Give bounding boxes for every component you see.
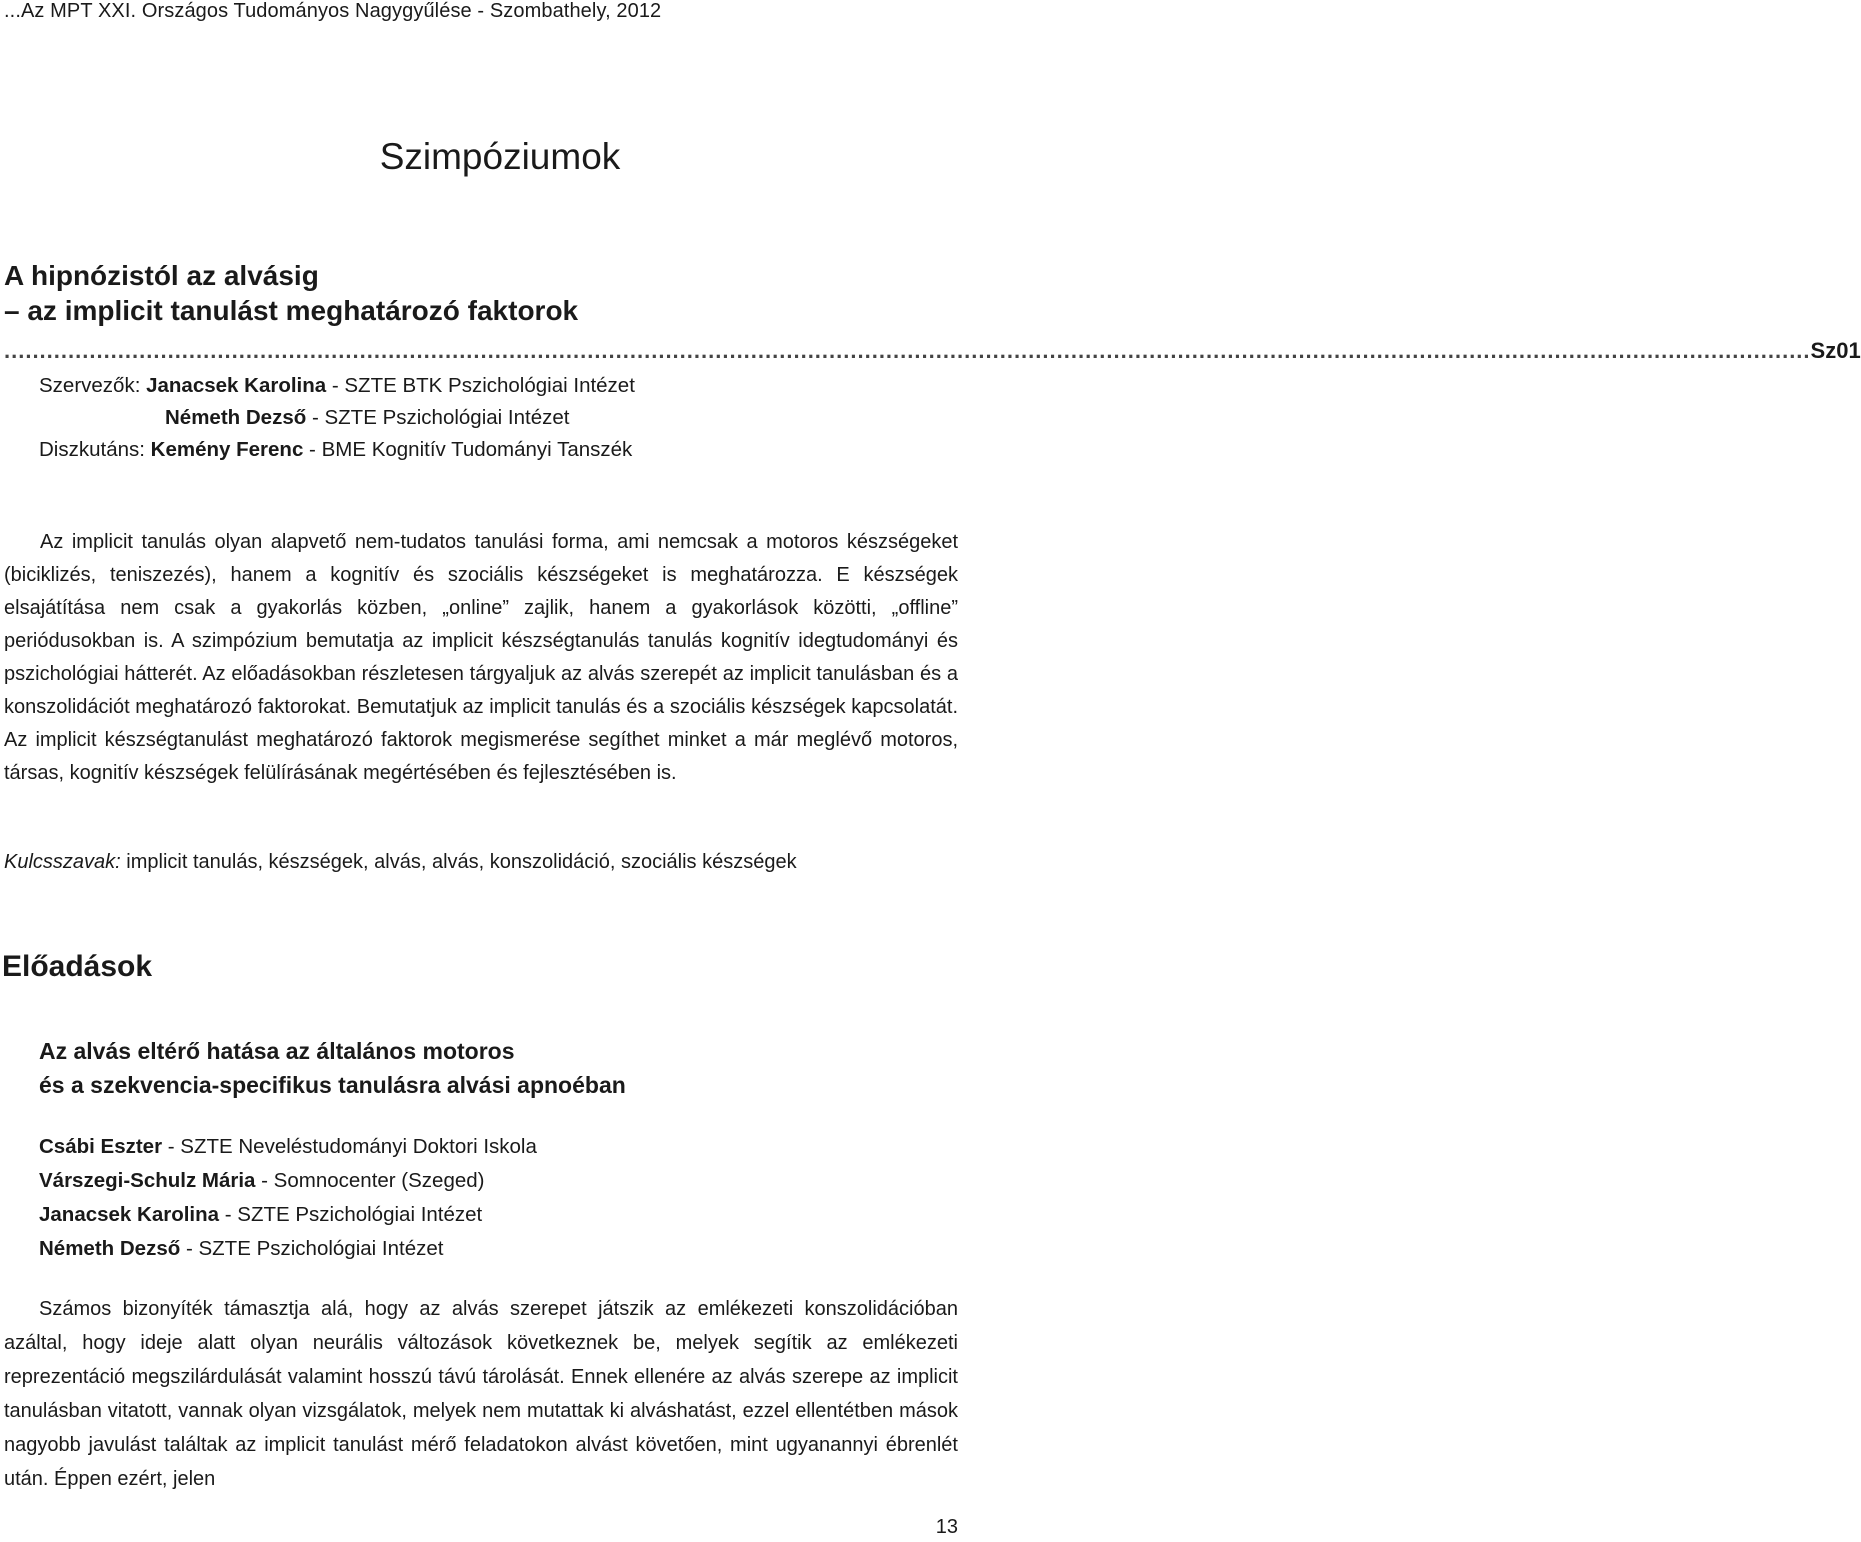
talk-title-line1: Az alvás eltérő hatása az általános motoros: [39, 1038, 515, 1064]
author-name: Janacsek Karolina: [39, 1203, 220, 1226]
author-name: Csábi Eszter: [39, 1135, 163, 1158]
running-header: ...Az MPT XXI. Országos Tudományos Nagygyűlése - Szombathely, 2012: [4, 0, 662, 22]
symposium-code: Sz01: [1810, 338, 1861, 363]
author-name: Várszegi-Schulz Mária: [39, 1169, 256, 1192]
discussant-line: [39, 434, 635, 466]
organizers-block: [39, 370, 635, 466]
organizer-name: Janacsek Karolina: [146, 374, 327, 397]
talk-abstract: [4, 1292, 958, 1496]
author-line: [39, 1232, 537, 1266]
author-line: [39, 1198, 537, 1232]
organizer-line: [39, 370, 635, 402]
author-affiliation: - SZTE Pszichológiai Intézet: [180, 1237, 444, 1260]
symposium-title: [4, 258, 578, 328]
page-number: 13: [935, 1516, 958, 1538]
discussant-affiliation: - BME Kognitív Tudományi Tanszék: [303, 438, 633, 461]
talk-abstract-text: Számos bizonyíték támasztja alá, hogy az alvás szerepet játszik az emlékezeti konszolidációban azáltal, hogy ideje alatt olyan neurális változások következnek be, melyek segítik az emlékezeti reprezentáció megszilárdulását valamint hosszú távú tárolását. Ennek ellenére az alvás szerepe az implicit tanulásban vitatott, vannak olyan vizsgálatok, melyek nem mutattak ki alváshatást, ezzel ellentétben mások nagyobb javulást találtak az implicit tanulást mérő feladatokon alvást követően, mint ugyanannyi ébrenlét után. Éppen ezért, jelen: [4, 1298, 958, 1490]
talk-authors: [39, 1130, 537, 1266]
symposium-code-line: [4, 338, 1861, 364]
author-line: [39, 1164, 537, 1198]
symposium-abstract: [4, 526, 958, 790]
organizer-affiliation: - SZTE Pszichológiai Intézet: [306, 406, 570, 429]
symposium-title-line1: A hipnózistól az alvásig: [4, 260, 319, 291]
lectures-heading: Előadások: [2, 950, 153, 983]
author-name: Németh Dezső: [39, 1237, 181, 1260]
author-line: [39, 1130, 537, 1164]
author-affiliation: - SZTE Neveléstudományi Doktori Iskola: [162, 1135, 537, 1158]
talk-title: [39, 1034, 626, 1102]
author-affiliation: - Somnocenter (Szeged): [255, 1169, 485, 1192]
organizer-line: [39, 402, 635, 434]
section-title: Szimpóziumok: [379, 136, 621, 177]
talk-title-line2: és a szekvencia-specifikus tanulásra alvási apnoéban: [39, 1072, 626, 1098]
organizer-affiliation: - SZTE BTK Pszichológiai Intézet: [326, 374, 635, 397]
symposium-abstract-text: Az implicit tanulás olyan alapvető nem-tudatos tanulási forma, ami nemcsak a motoros készségeket (biciklizés, teniszezés), hanem a kognitív és szociális készségeket is meghatározza. E készségek elsajátítása nem csak a gyakorlás közben, „online” zajlik, hanem a gyakorlások közötti, „offline” periódusokban is. A szimpózium bemutatja az implicit készségtanulás tanulás kognitív idegtudományi és pszichológiai hátterét. Az előadásokban részletesen tárgyaljuk az alvás szerepét az implicit tanulásban és a konszolidációt meghatározó faktorokat. Bemutatjuk az implicit tanulás és a szociális készségek kapcsolatát. Az implicit készségtanulást meghatározó faktorok megismerése segíthet minket a már meglévő motoros, társas, kognitív készségek felülírásának megértésében és fejlesztésében is.: [4, 531, 958, 784]
organizers-label: Szervezők:: [39, 374, 141, 397]
keywords-text: implicit tanulás, készségek, alvás, alvás, konszolidáció, szociális készségek: [120, 851, 797, 873]
keywords-label: Kulcsszavak:: [4, 851, 121, 873]
author-affiliation: - SZTE Pszichológiai Intézet: [219, 1203, 483, 1226]
symposium-title-line2: – az implicit tanulást meghatározó faktorok: [4, 295, 579, 326]
discussant-label: Diszkutáns:: [39, 438, 145, 461]
keywords-line: [4, 851, 797, 874]
leader-dots: ..............................................................................................................................................................................................................................................................: [4, 338, 1811, 363]
organizer-name: Németh Dezső: [165, 406, 307, 429]
discussant-name: Kemény Ferenc: [150, 438, 304, 461]
